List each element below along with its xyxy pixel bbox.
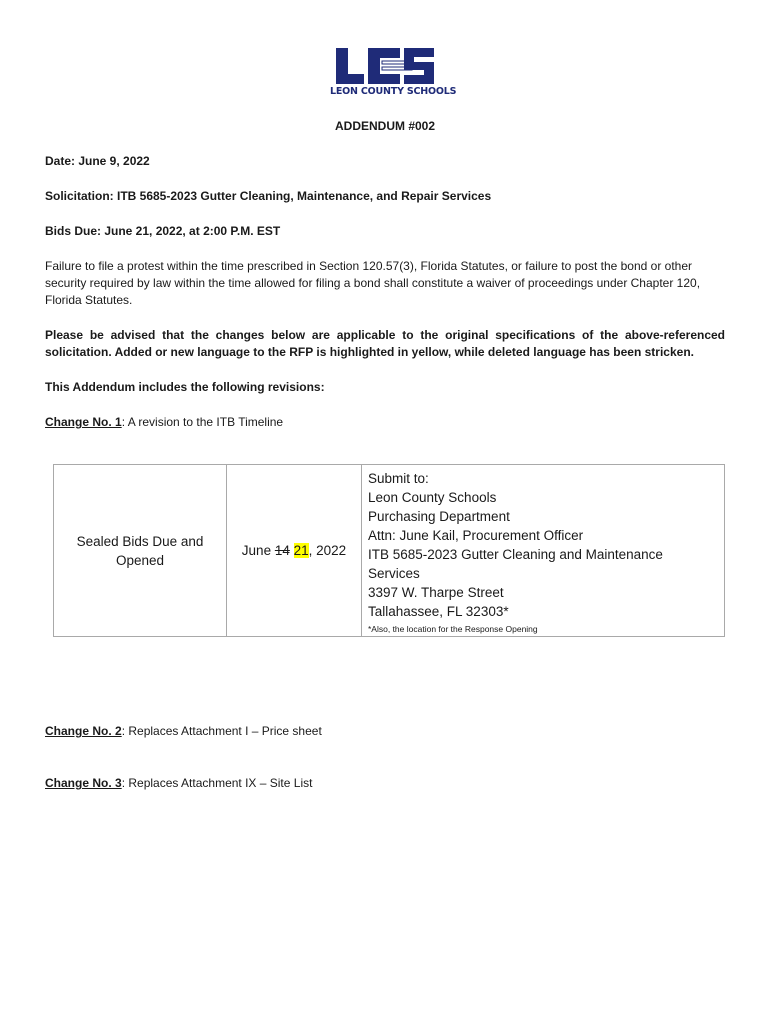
change-3-label: Change No. 3 bbox=[45, 776, 122, 790]
submit-line: Services bbox=[368, 566, 420, 581]
change-3-text: : Replaces Attachment IX – Site List bbox=[121, 776, 313, 790]
submit-line: Leon County Schools bbox=[368, 490, 497, 505]
advisory-paragraph: Please be advised that the changes below are applicable to the original specifications of the above-referenced solicitation. Added or new language to the RFP is highlighted in yellow, while deleted language has been stricken. bbox=[45, 328, 725, 359]
deleted-date: 14 bbox=[274, 543, 290, 558]
event-cell bbox=[54, 465, 227, 637]
submit-line: ITB 5685-2023 Gutter Cleaning and Maintenance bbox=[368, 547, 663, 562]
submit-line: Attn: June Kail, Procurement Officer bbox=[368, 528, 584, 543]
submit-line: Tallahassee, FL 32303* bbox=[368, 604, 509, 619]
change-1-text: : A revision to the ITB Timeline bbox=[121, 415, 284, 429]
added-date: 21 bbox=[293, 543, 309, 558]
change-2-label: Change No. 2 bbox=[45, 724, 122, 738]
submit-line: Submit to: bbox=[368, 471, 429, 486]
page-title: ADDENDUM #002 bbox=[334, 119, 436, 133]
addendum-date: Date: June 9, 2022 bbox=[45, 154, 150, 168]
submit-cell bbox=[362, 465, 725, 637]
date-prefix: June bbox=[241, 543, 275, 558]
protest-paragraph: Failure to file a protest within the time prescribed in Section 120.57(3), Florida Statutes, or failure to post the bond or other security required by law within the time allowed for filing a bond shall constitute a waiver of proceedings under Chapter 120, Florida Statutes. bbox=[45, 259, 701, 307]
date-cell bbox=[227, 465, 362, 637]
itb-timeline-table bbox=[53, 464, 725, 637]
submit-line: 3397 W. Tharpe Street bbox=[368, 585, 504, 600]
logo-caption: LEON COUNTY SCHOOLS bbox=[330, 86, 457, 97]
change-2 bbox=[45, 723, 322, 740]
change-1 bbox=[45, 414, 283, 431]
lcs-logo-mark bbox=[330, 46, 438, 86]
solicitation-line: Solicitation: ITB 5685-2023 Gutter Cleaning, Maintenance, and Repair Services bbox=[45, 189, 492, 203]
change-1-label: Change No. 1 bbox=[45, 415, 122, 429]
table-footnote: *Also, the location for the Response Opening bbox=[368, 624, 538, 634]
bids-due-line: Bids Due: June 21, 2022, at 2:00 P.M. EST bbox=[45, 224, 281, 238]
change-2-text: : Replaces Attachment I – Price sheet bbox=[121, 724, 322, 738]
submit-line: Purchasing Department bbox=[368, 509, 510, 524]
revisions-intro: This Addendum includes the following revisions: bbox=[45, 380, 325, 394]
change-3 bbox=[45, 775, 312, 792]
event-label: Sealed Bids Due and Opened bbox=[76, 533, 204, 568]
leon-county-schools-logo bbox=[330, 46, 457, 102]
table-row bbox=[54, 465, 725, 637]
date-suffix: , 2022 bbox=[308, 543, 347, 558]
